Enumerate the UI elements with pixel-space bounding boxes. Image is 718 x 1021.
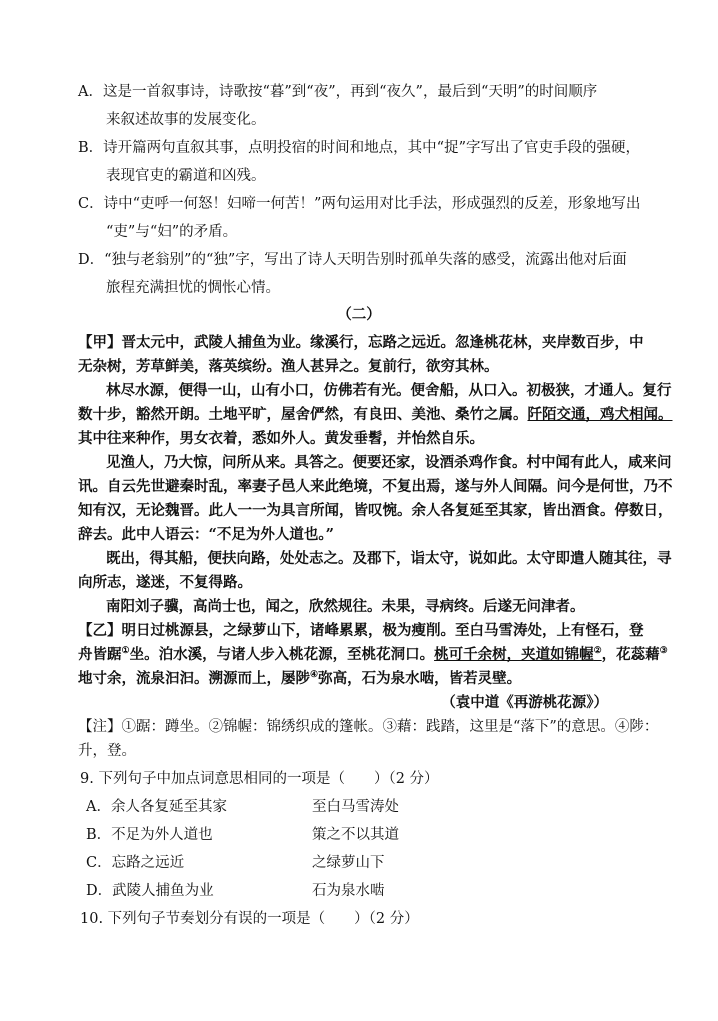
- choice-b-line2: 表现官吏的霸道和凶残。: [106, 168, 266, 184]
- jia-p4-line2: 向所志，遂迷，不复得路。: [78, 574, 252, 591]
- underlined-sentence-2-text: 桃可千余树，夹道如锦幄: [434, 646, 594, 663]
- q9-option-b-left: B．不足为外人道也: [86, 827, 213, 843]
- yi-line2-text-b: 坐。泊水溪，与诸人步入桃花源，至桃花洞口。: [129, 646, 435, 663]
- underlined-sentence-2: [434, 646, 602, 663]
- choice-d-line1: D．“独与老翁别”的“独”字，写出了诗人天明告别时孤单失落的感受，流露出他对后面: [78, 252, 627, 268]
- choice-c-line2: “吏”与“妇”的矛盾。: [106, 224, 238, 240]
- yi-source: （袁中道《再游桃花源》）: [441, 694, 608, 711]
- q9-option-a-left: A．余人各复延至其家: [86, 799, 227, 815]
- choice-d-line2: 旅程充满担忧的惆怅心情。: [106, 280, 280, 296]
- q9-option-d-left: D．武陵人捕鱼为业: [86, 883, 214, 899]
- note-marker-2: ②: [593, 646, 602, 657]
- q9-option-c-right: 之绿萝山下: [312, 855, 385, 871]
- q9-option-a-right: 至白马雪涛处: [312, 799, 399, 815]
- jia-p3-line2: 讯。自云先世避秦时乱，率妻子邑人来此绝境，不复出焉，遂与外人间隔。问今是何世，乃不: [78, 478, 673, 495]
- yi-line3: [78, 669, 521, 689]
- jia-p2-line2-text: 数十步，豁然开朗。土地平旷，屋舍俨然，有良田、美池、桑竹之属。: [78, 406, 528, 423]
- jia-p2-line1: 林尽水源，便得一山，山有小口，仿佛若有光。便舍船，从口入。初极狭，才通人。复行: [106, 382, 672, 399]
- jia-p3-line3: 知有汉，无论魏晋。此人一一为具言所闻，皆叹惋。余人各复延至其家，皆出酒食。停数日，: [78, 502, 673, 519]
- note-marker-4: ④: [310, 670, 319, 681]
- notes-line1: 【注】①踞：蹲坐。②锦幄：锦绣织成的篷帐。③藉：践踏，这里是“落下”的意思。④陟：: [78, 719, 659, 735]
- jia-p1-line2: 无杂树，芳草鲜美，落英缤纷。渔人甚异之。复前行，欲穷其林。: [78, 358, 499, 375]
- underlined-sentence-1: 阡陌交通，鸡犬相闻。: [527, 406, 673, 423]
- choice-b-line1: B．诗开篇两句直叙其事，点明投宿的时间和地点，其中“捉”字写出了官吏手段的强硬，: [78, 140, 640, 156]
- jia-p5-line1: 南阳刘子骥，高尚士也，闻之，欣然规往。未果，寻病终。后遂无问津者。: [106, 598, 585, 615]
- yi-line3-text-a: 地寸余，流泉汩汩。溯源而上，屡陟: [78, 670, 310, 687]
- q9-option-c-left: C．忘路之远近: [86, 855, 185, 871]
- jia-p3-line1: 见渔人，乃大惊，问所从来。具答之。便要还家，设酒杀鸡作食。村中闻有此人，咸来问: [106, 454, 672, 471]
- section-title: （二）: [337, 306, 381, 323]
- jia-p3-line4: 辞去。此中人语云：“不足为外人道也。”: [78, 526, 334, 543]
- yi-line1: 【乙】明日过桃源县，之绿萝山下，诸峰累累，极为瘦削。至白马雪涛处，上有怪石，登: [78, 622, 644, 639]
- yi-line2-text-c: ，花蕊藉: [601, 646, 660, 663]
- choice-a-line2: 来叙述故事的发展变化。: [106, 112, 266, 128]
- jia-p2-line3: 其中往来种作，男女衣着，悉如外人。黄发垂髫，并怡然自乐。: [78, 430, 484, 447]
- notes-line2: 升，登。: [78, 743, 136, 759]
- q9-option-d-right: 石为泉水啮: [312, 883, 385, 899]
- note-marker-1: ①: [121, 646, 130, 657]
- yi-line2-text-a: 舟皆踞: [78, 646, 122, 663]
- question-9-stem: 9. 下列句子中加点词意思相同的一项是（ ）（2 分）: [80, 771, 439, 787]
- yi-line3-text-b: 弥高，石为泉水啮，皆若灵壁。: [318, 670, 522, 687]
- jia-p2-line2: [78, 405, 673, 425]
- choice-a-line1: A．这是一首叙事诗，诗歌按“暮”到“夜”，再到“夜久”，最后到“天明”的时间顺序: [78, 84, 598, 100]
- note-marker-3: ③: [659, 646, 668, 657]
- yi-line2: [78, 645, 668, 665]
- question-10-stem: 10. 下列句子节奏划分有误的一项是（ ）（2 分）: [80, 911, 419, 927]
- q9-option-b-right: 策之不以其道: [312, 827, 399, 843]
- jia-p1-line1: 【甲】晋太元中，武陵人捕鱼为业。缘溪行，忘路之远近。忽逢桃花林，夹岸数百步，中: [78, 334, 644, 351]
- choice-c-line1: C．诗中“吏呼一何怒！妇啼一何苦！”两句运用对比手法，形成强烈的反差，形象地写出: [78, 196, 641, 212]
- jia-p4-line1: 既出，得其船，便扶向路，处处志之。及郡下，诣太守，说如此。太守即遣人随其往，寻: [106, 550, 672, 567]
